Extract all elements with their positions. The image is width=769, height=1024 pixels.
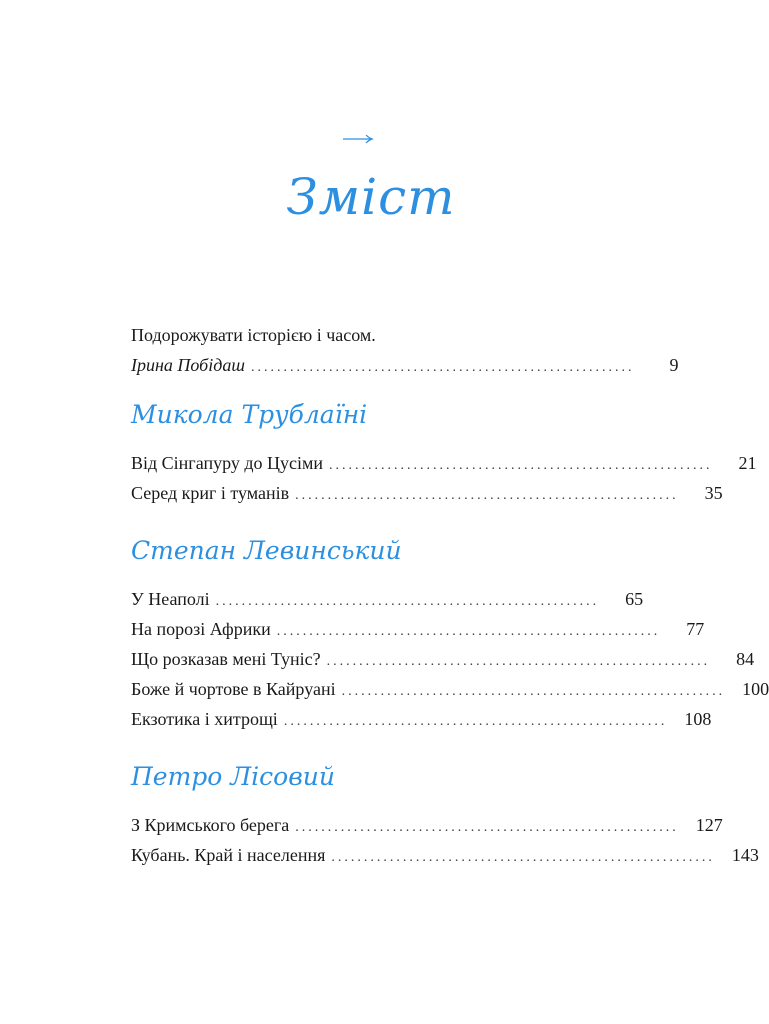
entry-title: Що розказав мені Туніс? xyxy=(131,649,321,669)
intro-entry[interactable] xyxy=(131,320,679,380)
entry-title: З Кримського берега xyxy=(131,815,290,835)
page-number: 100 xyxy=(742,679,769,699)
toc-entry[interactable] xyxy=(131,614,705,644)
toc-entry[interactable] xyxy=(131,478,723,508)
section-author: Микола Трублаїні xyxy=(131,400,368,429)
entry-title: Серед криг і туманів xyxy=(131,483,290,503)
page-title: Зміст xyxy=(286,168,456,226)
dot-leader: ........................................................... xyxy=(276,624,661,639)
toc-entry[interactable] xyxy=(131,674,769,704)
toc-entry[interactable] xyxy=(131,840,759,870)
table-of-contents xyxy=(131,320,769,870)
dot-leader: ........................................................... xyxy=(295,820,679,835)
dot-leader: ........................................................... xyxy=(331,850,715,865)
intro-title: Ірина Побідаш xyxy=(131,355,245,375)
section-author: Петро Лісовий xyxy=(131,762,335,791)
entry-title: На порозі Африки xyxy=(131,619,271,639)
entry-title: Від Сінгапуру до Цусіми xyxy=(131,453,324,473)
arrow-ornament-icon xyxy=(342,132,374,146)
dot-leader: ........................................................... xyxy=(250,360,635,375)
section-author: Степан Левинський xyxy=(131,536,402,565)
entry-title: Екзотика і хитрощі xyxy=(131,709,278,729)
dot-leader: ........................................................... xyxy=(341,684,726,699)
entry-title: У Неаполі xyxy=(131,589,210,609)
page-number: 21 xyxy=(738,453,757,473)
dot-leader: ........................................................... xyxy=(215,594,600,609)
page-number: 143 xyxy=(731,845,759,865)
page-number: 108 xyxy=(684,709,712,729)
toc-entry[interactable] xyxy=(131,704,712,734)
toc-entry[interactable] xyxy=(131,810,723,840)
dot-leader: ........................................................... xyxy=(295,488,679,503)
entry-title: Кубань. Край і населення xyxy=(131,845,326,865)
entry-title: Боже й чортове в Кайруані xyxy=(131,679,336,699)
page-number: 35 xyxy=(704,483,723,503)
intro-line: Подорожувати історією і часом. xyxy=(131,325,376,345)
page-number: 65 xyxy=(625,589,644,609)
toc-entry[interactable] xyxy=(131,644,755,674)
dot-leader: ........................................................... xyxy=(329,458,713,473)
page-number: 127 xyxy=(695,815,723,835)
toc-entry[interactable] xyxy=(131,448,757,478)
page-number: 9 xyxy=(669,355,679,375)
toc-entry[interactable] xyxy=(131,584,644,614)
page-number: 84 xyxy=(736,649,755,669)
dot-leader: ........................................................... xyxy=(283,714,668,729)
dot-leader: ........................................................... xyxy=(326,654,711,669)
page-number: 77 xyxy=(686,619,705,639)
